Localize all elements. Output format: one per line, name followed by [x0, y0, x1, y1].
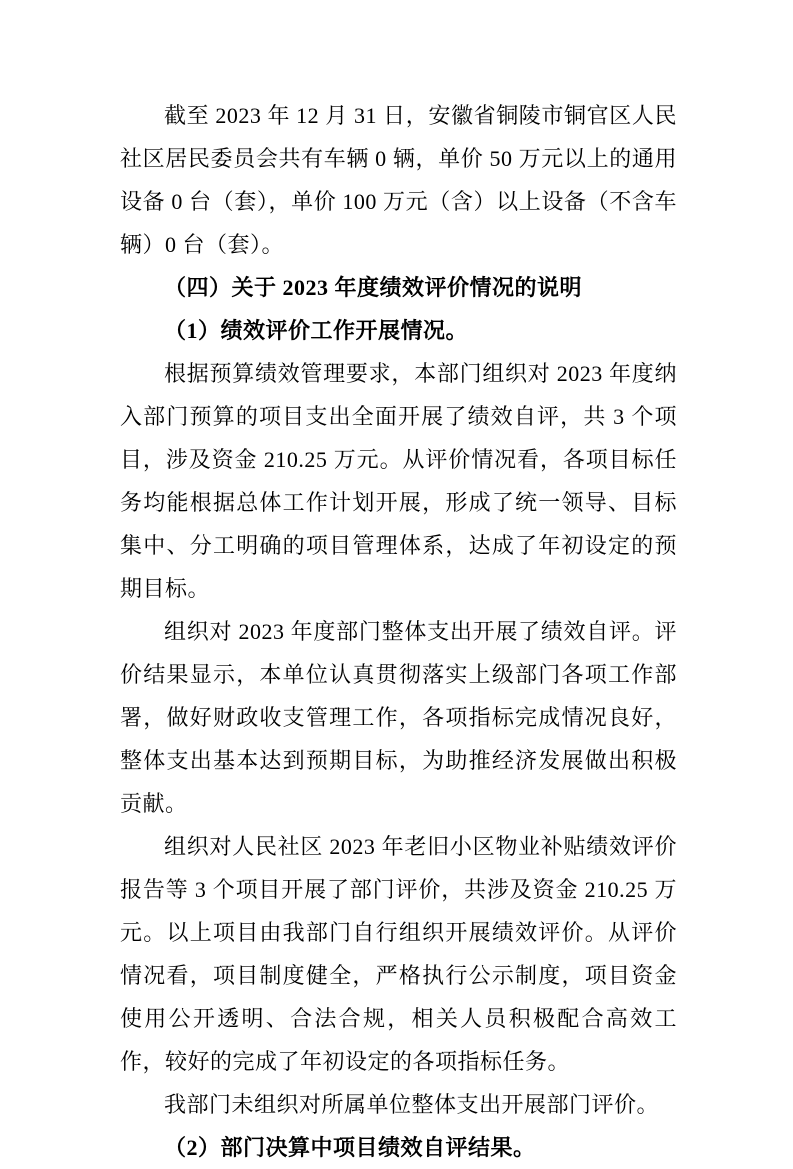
- heading-sub-1-evaluation-work: （1）绩效评价工作开展情况。: [164, 318, 469, 343]
- paragraph-assets-summary: 截至 2023 年 12 月 31 日，安徽省铜陵市铜官区人民社区居民委员会共有车辆 0 辆，单价 50 万元以上的通用设备 0 台（套），单价 100 万元（含）以上设备（不含车辆）0 台（套）。: [120, 103, 677, 257]
- paragraph-overall-expenditure-evaluation: 组织对 2023 年度部门整体支出开展了绩效自评。评价结果显示，本单位认真贯彻落实上级部门各项工作部署，做好财政收支管理工作，各项指标完成情况良好，整体支出基本达到预期目标，为助推经济发展做出积极贡献。: [120, 619, 677, 816]
- heading-section-four-performance-evaluation: （四）关于 2023 年度绩效评价情况的说明: [164, 275, 583, 300]
- paragraph-no-subordinate-evaluation: 我部门未组织对所属单位整体支出开展部门评价。: [164, 1092, 660, 1117]
- document-content: [120, 94, 677, 1169]
- paragraph-department-evaluation-projects: 组织对人民社区 2023 年老旧小区物业补贴绩效评价报告等 3 个项目开展了部门评价，共涉及资金 210.25 万元。以上项目由我部门自行组织开展绩效评价。从评价情况看，项目制度健全，严格执行公示制度，项目资金使用公开透明、合法合规，相关人员积极配合高效工作，较好的完成了年初设定的各项指标任务。: [120, 834, 677, 1074]
- paragraph-project-self-evaluation: 根据预算绩效管理要求，本部门组织对 2023 年度纳入部门预算的项目支出全面开展了绩效自评，共 3 个项目，涉及资金 210.25 万元。从评价情况看，各项目标任务均能根据总体工作计划开展，形成了统一领导、目标集中、分工明确的项目管理体系，达成了年初设定的预期目标。: [120, 361, 677, 601]
- heading-sub-2-self-evaluation-results: （2）部门决算中项目绩效自评结果。: [164, 1135, 536, 1160]
